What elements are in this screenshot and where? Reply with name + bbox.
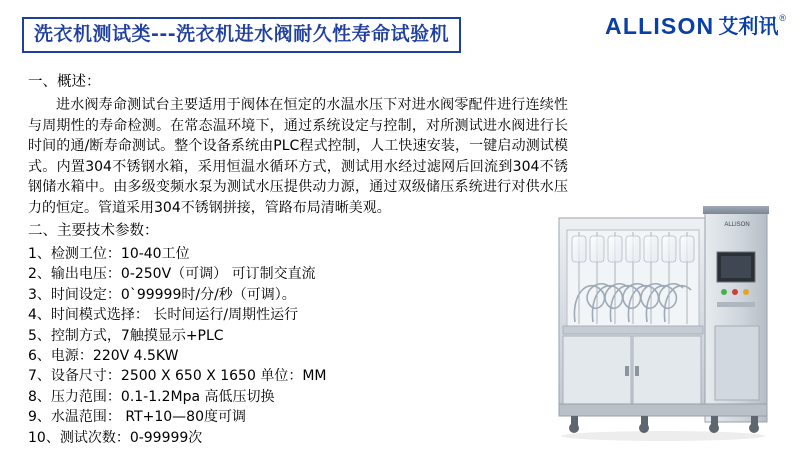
list-item: 10、测试次数：0-99999次 (28, 429, 203, 446)
list-item: 8、压力范围：0.1-1.2Mpa 高低压切换 (28, 388, 275, 405)
section-1-heading: 一、概述： (28, 74, 101, 90)
machine-photo (545, 196, 795, 446)
document-content (28, 72, 568, 448)
page-title: 洗衣机测试类---洗衣机进水阀耐久性寿命试验机 (34, 23, 450, 45)
list-item: 6、电源：220V 4.5KW (28, 348, 179, 365)
specification-list (28, 244, 568, 448)
slide-header (0, 0, 800, 62)
section-2-heading: 二、主要技术参数： (28, 223, 159, 239)
registered-trademark-icon: ® (779, 13, 786, 23)
list-item: 1、检测工位：10-40工位 (28, 246, 190, 262)
list-item: 7、设备尺寸：2500 X 650 X 1650 单位：MM (28, 368, 327, 385)
list-item: 5、控制方式，7触摸显示+PLC (28, 327, 224, 344)
overview-paragraph: 进水阀寿命测试台主要适用于阀体在恒定的水温水压下对进水阀零配件进行连续性与周期性的寿命检测。在常态温环境下，通过系统设定与控制，对所测试进水阀进行长时间的通/断寿命测试。整个设备系统由PLC程式控制，人工快速安装，一键启动测试模式。内置304不锈钢水箱，采用恒温水循环方式，测试用水经过滤网后回流到304不锈钢储水箱中。由多级变频水泵为测试水压提供动力源，通过双级储压系统进行对供水压力的恒定。管道采用304不锈钢拼接，管路布局清晰美观。 (28, 97, 568, 216)
list-item: 2、输出电压：0-250V（可调） 可订制交直流 (28, 266, 316, 283)
brand-logo (605, 12, 786, 46)
list-item: 4、时间模式选择： 长时间运行/周期性运行 (28, 307, 299, 324)
list-item: 9、水温范围： RT+10—80度可调 (28, 409, 246, 426)
svg-text:ALLISON: ALLISON (724, 222, 750, 228)
brand-logo-cn: 艾利讯 (718, 14, 779, 38)
brand-logo-en: ALLISON (605, 13, 715, 39)
list-item: 3、时间设定：0`99999时/分/秒（可调）。 (28, 286, 296, 303)
page-title-box (22, 17, 461, 53)
